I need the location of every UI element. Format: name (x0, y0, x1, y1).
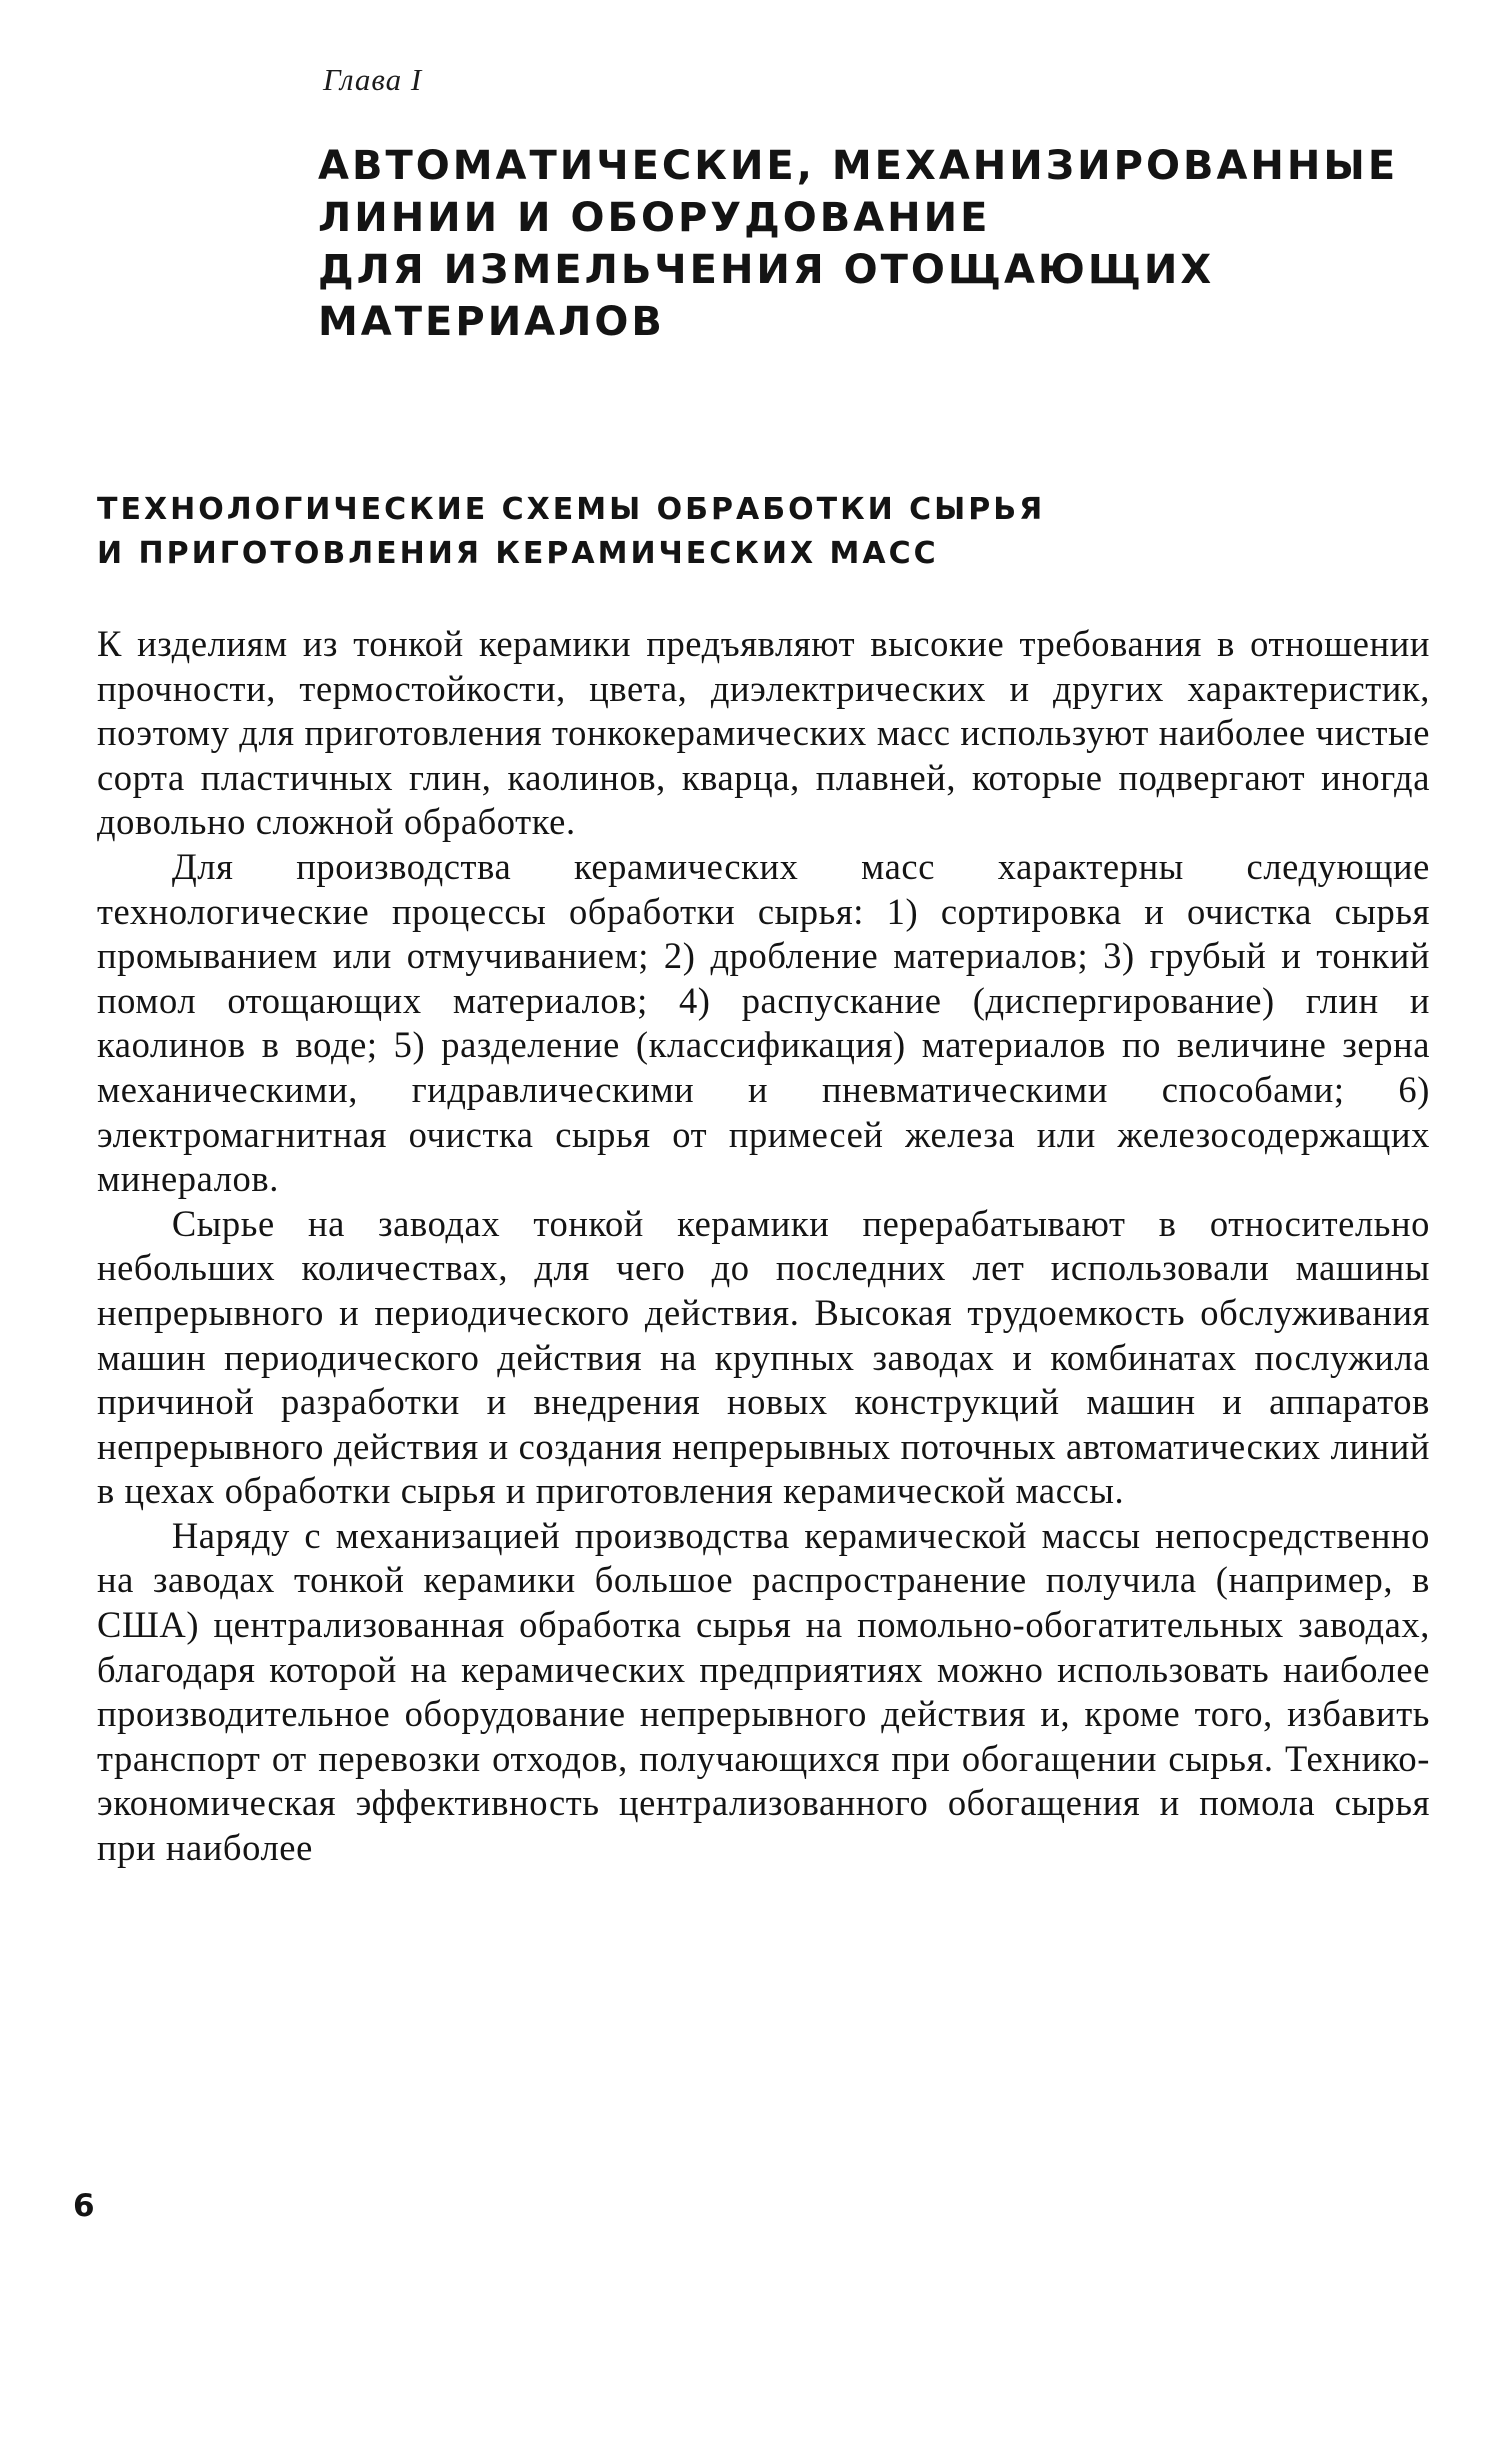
chapter-title-line: ЛИНИИ И ОБОРУДОВАНИЕ (318, 195, 991, 241)
paragraph: К изделиям из тонкой керамики предъявляют высокие требования в отношении прочности, термостойкости, цвета, диэлектрических и других характеристик, поэтому для приготовления тонкокерамических масс используют наиболее чистые сорта пластичных глин, каолинов, кварца, плавней, которые подвергают иногда довольно сложной обработке. (97, 623, 1430, 843)
chapter-title-line: АВТОМАТИЧЕСКИЕ, МЕХАНИЗИРОВАННЫЕ (318, 143, 1399, 189)
section-title-line: ТЕХНОЛОГИЧЕСКИЕ СХЕМЫ ОБРАБОТКИ СЫРЬЯ (97, 492, 1046, 527)
paragraph: Сырье на заводах тонкой керамики перерабатывают в относительно небольших количествах, для чего до последних лет использовали машины непрерывного и периодического действия. Высокая трудоемкость обслуживания машин периодического действия на крупных заводах и комбинатах послужила причиной разработки и внедрения новых конструкций машин и аппаратов непрерывного действия и создания непрерывных поточных автоматических линий в цехах обработки сырья и приготовления керамической массы. (97, 1202, 1430, 1512)
body-text (97, 622, 1430, 1871)
paragraph: Для производства керамических масс характерны следующие технологические процессы обработки сырья: 1) сортировка и очистка сырья промыванием или отмучиванием; 2) дробление материалов; 3) грубый и тонкий помол отощающих материалов; 4) распускание (диспергирование) глин и каолинов в воде; 5) разделение (классификация) материалов по величине зерна механическими, гидравлическими и пневматическими способами; 6) электромагнитная очистка сырья от примесей железа или железосодержащих минералов. (97, 845, 1430, 1200)
chapter-title (318, 140, 1418, 348)
paragraph: Наряду с механизацией производства керамической массы непосредственно на заводах тонкой керамики большое распространение получила (например, в США) централизованная обработка сырья на помольно-обогатительных заводах, благодаря которой на керамических предприятиях можно использовать наиболее производительное оборудование непрерывного действия и, кроме того, избавить транспорт от перевозки отходов, получающихся при обогащении сырья. Технико-экономическая эффективность централизованного обогащения и помола сырья при наиболее (97, 1514, 1430, 1869)
chapter-label: Глава I (323, 62, 423, 97)
chapter-title-line: МАТЕРИАЛОВ (318, 299, 665, 345)
chapter-title-line: ДЛЯ ИЗМЕЛЬЧЕНИЯ ОТОЩАЮЩИХ (318, 247, 1215, 293)
section-title-line: И ПРИГОТОВЛЕНИЯ КЕРАМИЧЕСКИХ МАСС (97, 536, 939, 571)
section-title (97, 488, 1197, 576)
page-number: 6 (73, 2188, 95, 2224)
